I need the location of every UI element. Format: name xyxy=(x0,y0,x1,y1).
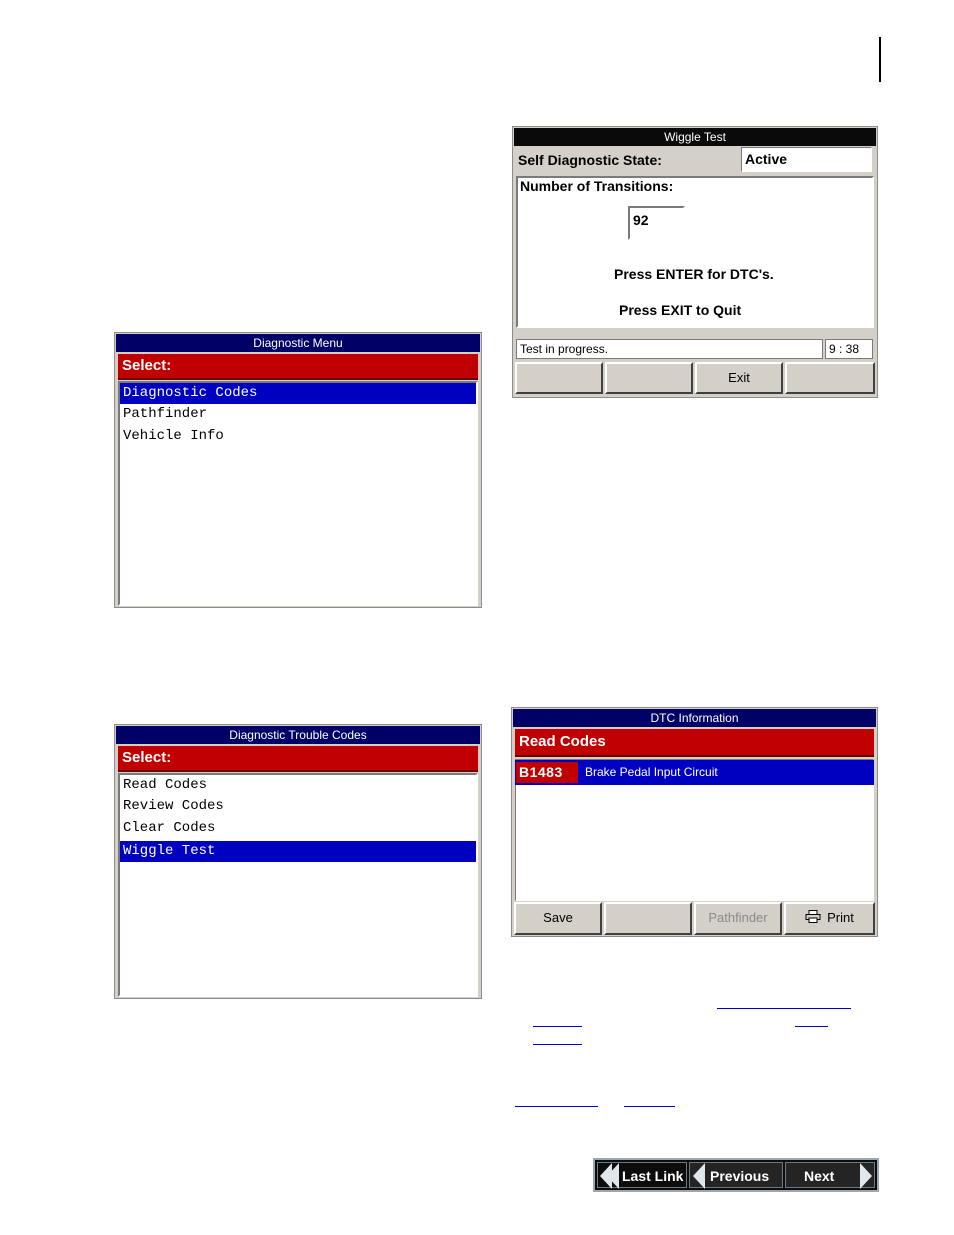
dtc-menu-window xyxy=(114,724,482,999)
menu-item-review-codes[interactable]: Review Codes xyxy=(123,798,224,814)
print-label: Print xyxy=(827,910,854,925)
exit-button[interactable]: Exit xyxy=(695,362,783,394)
dtc-row[interactable] xyxy=(515,760,874,785)
wiggle-softkey-4[interactable] xyxy=(785,362,875,394)
menu-item-diagnostic-codes[interactable]: Diagnostic Codes xyxy=(120,383,476,404)
transitions-panel xyxy=(516,176,874,328)
exit-instruction: Press EXIT to Quit xyxy=(619,302,742,318)
dtc-description: Brake Pedal Input Circuit xyxy=(585,765,718,779)
diagnostic-menu-window xyxy=(114,332,482,608)
dtc-menu-select-label: Select: xyxy=(118,746,478,772)
next-button[interactable] xyxy=(785,1162,875,1188)
wiggle-test-window xyxy=(512,126,878,398)
dtc-code: B1483 xyxy=(516,762,578,783)
self-diagnostic-state-label: Self Diagnostic State: xyxy=(518,152,662,168)
printer-icon xyxy=(805,905,821,917)
menu-item-clear-codes[interactable]: Clear Codes xyxy=(123,820,216,836)
navigation-bar xyxy=(593,1158,879,1192)
link-underline-2[interactable] xyxy=(533,1026,582,1027)
previous-button[interactable] xyxy=(689,1162,783,1188)
wiggle-softkey-2[interactable] xyxy=(605,362,693,394)
self-diagnostic-state-value: Active xyxy=(741,147,872,172)
link-underline-5[interactable] xyxy=(515,1106,598,1107)
enter-instruction: Press ENTER for DTC's. xyxy=(614,266,774,282)
dtc-info-title: DTC Information xyxy=(513,709,876,727)
link-underline-4[interactable] xyxy=(533,1044,582,1045)
dtc-menu-title: Diagnostic Trouble Codes xyxy=(116,726,480,744)
last-link-label: Last Link xyxy=(622,1168,684,1184)
menu-item-vehicle-info[interactable]: Vehicle Info xyxy=(123,428,224,444)
save-button[interactable]: Save xyxy=(514,902,602,935)
read-codes-header: Read Codes xyxy=(515,729,874,757)
page-rule xyxy=(879,37,881,82)
menu-item-wiggle-test[interactable]: Wiggle Test xyxy=(120,841,476,862)
dtc-info-window xyxy=(511,707,878,937)
dtc-softkey-2[interactable] xyxy=(604,902,692,935)
diagnostic-menu-title: Diagnostic Menu xyxy=(116,334,480,352)
status-timer: 9 : 38 xyxy=(825,339,873,359)
wiggle-test-title: Wiggle Test xyxy=(514,128,876,146)
print-button[interactable] xyxy=(784,902,875,935)
previous-label: Previous xyxy=(710,1168,770,1184)
last-link-button[interactable] xyxy=(597,1162,687,1188)
menu-item-pathfinder[interactable]: Pathfinder xyxy=(123,406,208,422)
menu-item-read-codes[interactable]: Read Codes xyxy=(123,777,208,793)
diagnostic-menu-select-label: Select: xyxy=(118,354,478,380)
transitions-label: Number of Transitions: xyxy=(520,178,674,194)
diagnostic-menu-list xyxy=(118,381,478,606)
next-label: Next xyxy=(804,1168,835,1184)
wiggle-softkey-1[interactable] xyxy=(515,362,603,394)
link-underline-6[interactable] xyxy=(624,1106,675,1107)
pathfinder-button[interactable]: Pathfinder xyxy=(694,902,782,935)
right-arrow-icon xyxy=(860,1163,872,1189)
transitions-value: 92 xyxy=(628,206,685,240)
link-underline-3[interactable] xyxy=(795,1026,828,1027)
link-underline-1[interactable] xyxy=(717,1008,851,1009)
left-arrow-icon xyxy=(693,1163,705,1189)
dtc-menu-list xyxy=(118,773,478,997)
status-text: Test in progress. xyxy=(516,339,823,359)
double-left-arrow-icon-2 xyxy=(607,1163,619,1189)
